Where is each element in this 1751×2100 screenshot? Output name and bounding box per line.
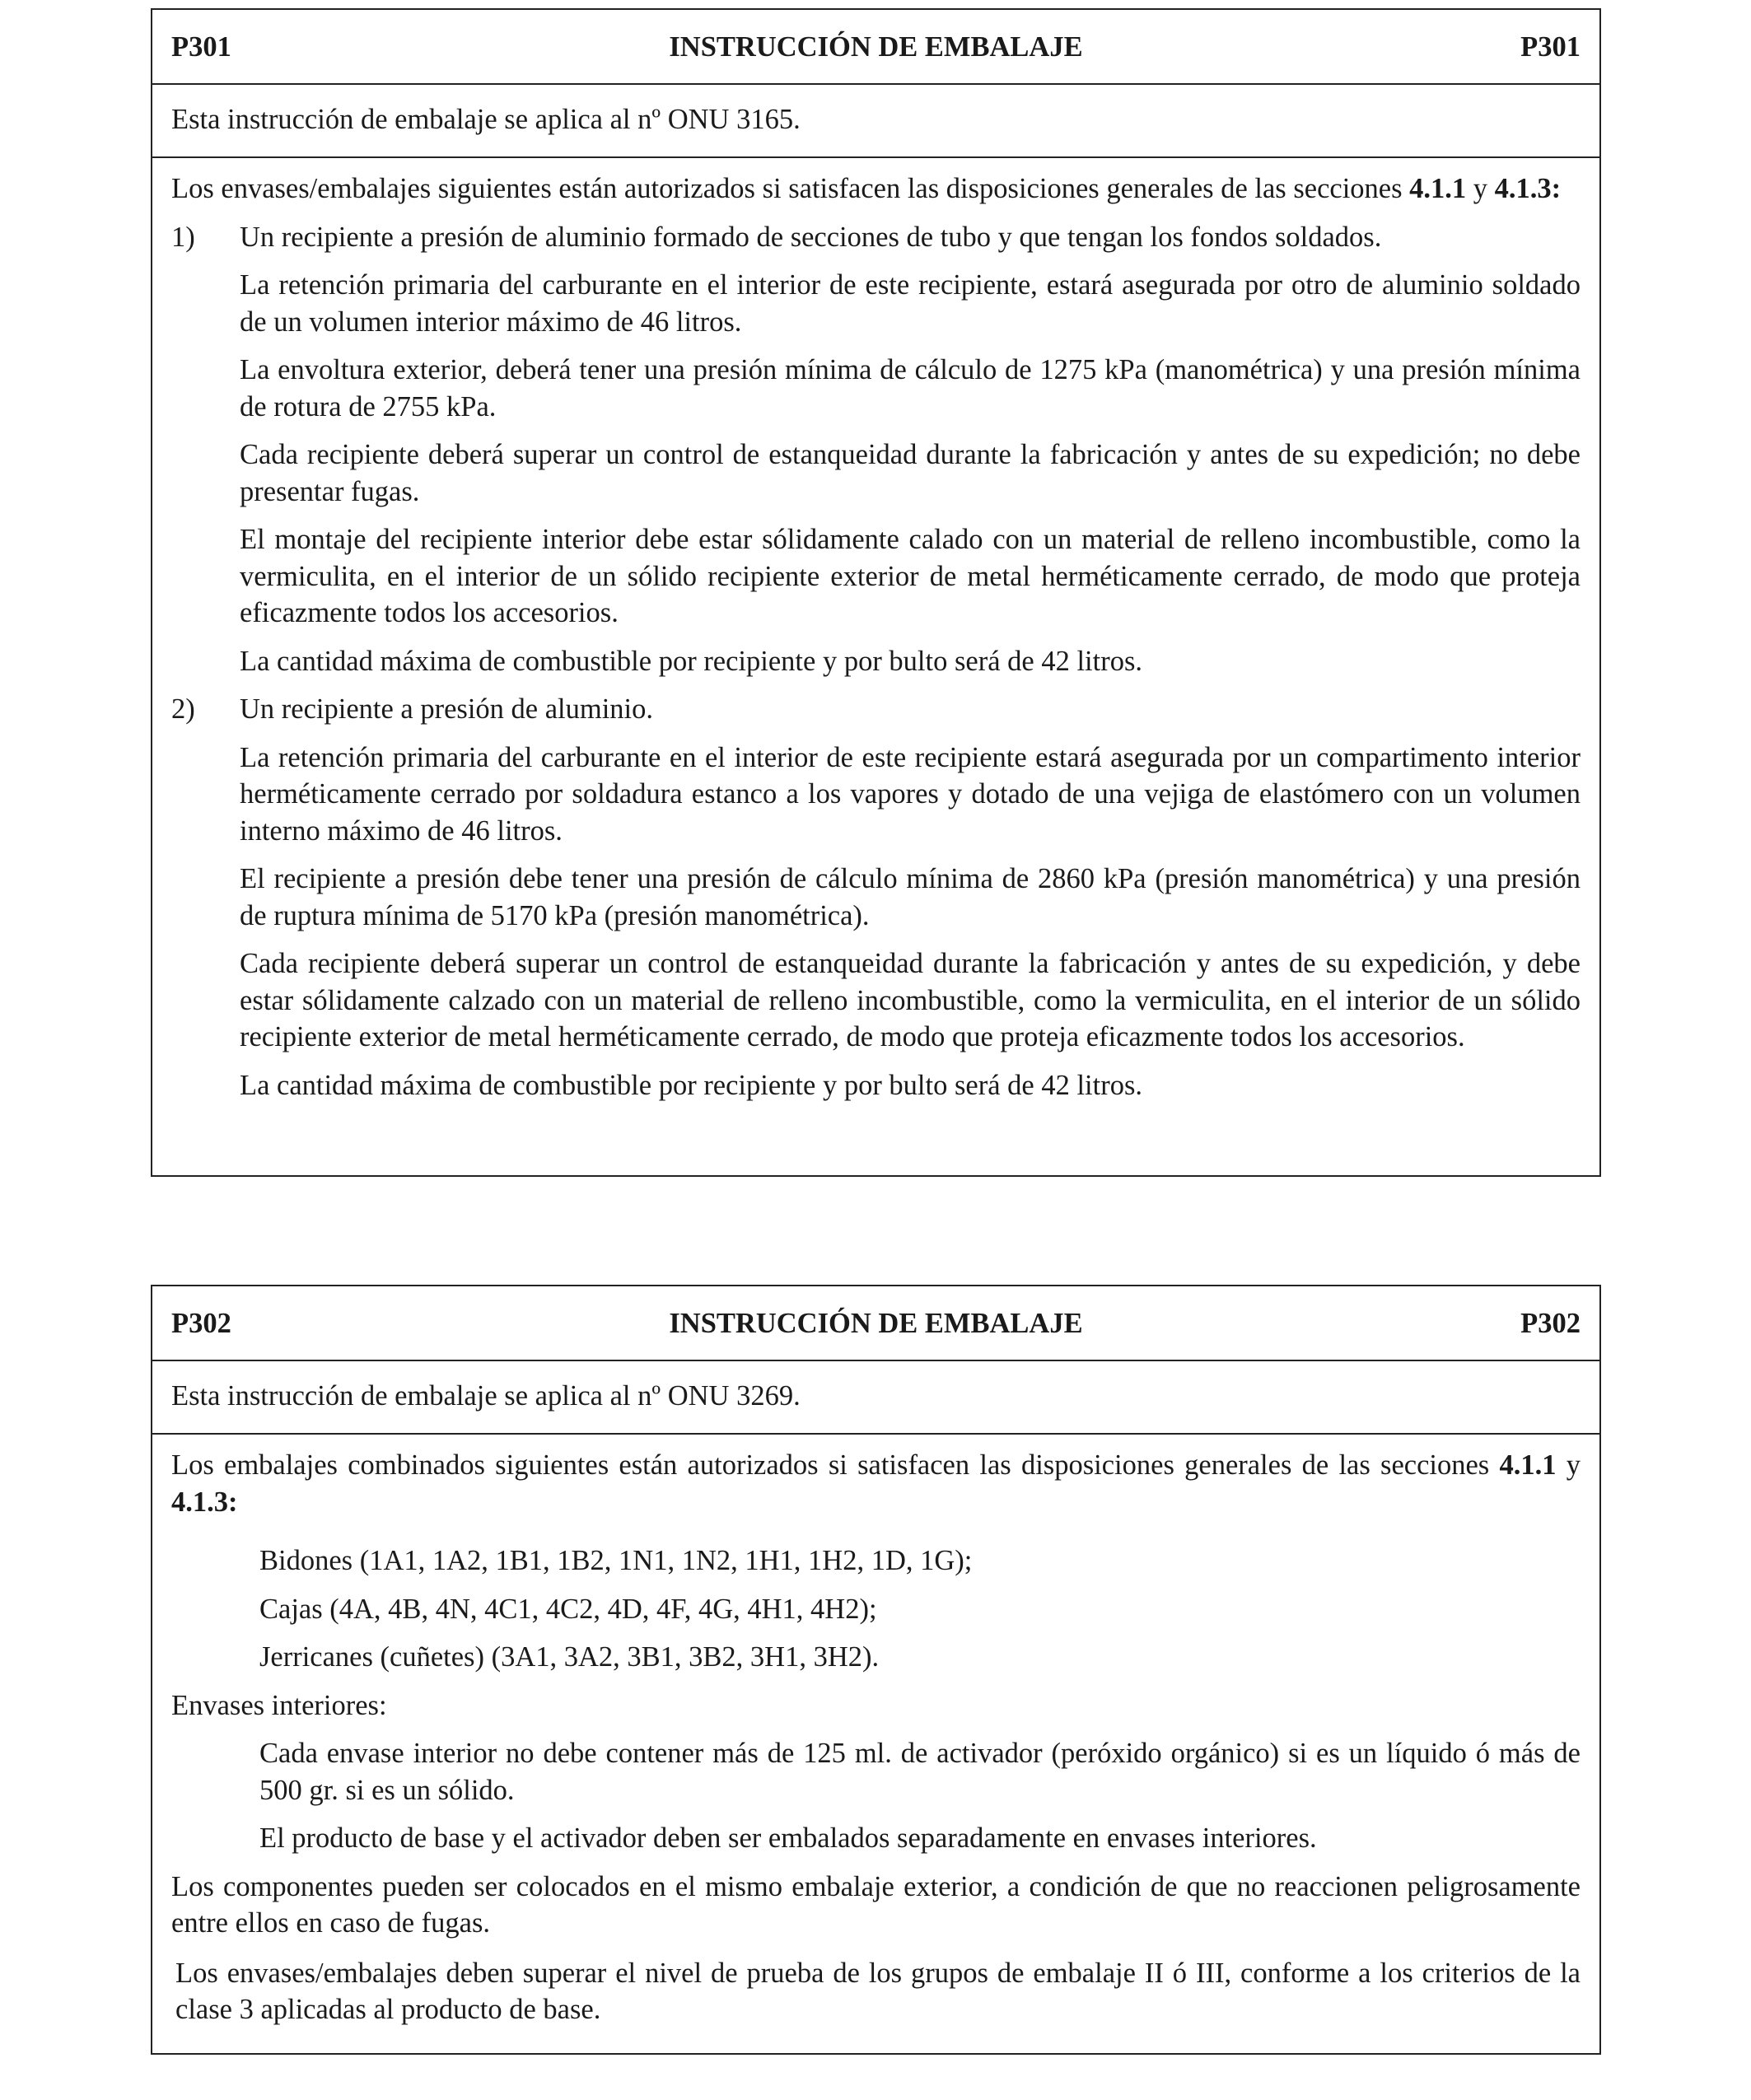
p301-scope-row: [152, 85, 1599, 158]
p301-item-1-para-5: La cantidad máxima de combustible por recipiente y por bulto será de 42 litros.: [240, 645, 1142, 677]
p301-item-2: [171, 691, 1581, 728]
p301-item-2-para-2: El recipiente a presión debe tener una presión de cálculo mínima de 2860 kPa (presión manométrica) y una presión de ruptura mínima de 5170 kPa (presión manométrica).: [240, 863, 1581, 931]
p301-item-1-para-1: La retención primaria del carburante en el interior de este recipiente, estará asegurada por otro de aluminio soldado de un volumen interior máximo de 46 litros.: [240, 269, 1581, 338]
p301-item-2-para-1: La retención primaria del carburante en el interior de este recipiente estará asegurada por un compartimento interior herméticamente cerrado por soldadura estanco a los vapores y dotado de una vejiga de elastómero con un volumen interno máximo de 46 litros.: [240, 741, 1581, 847]
p301-item-1-para-2: La envoltura exterior, deberá tener una presión mínima de cálculo de 1275 kPa (manométrica) y una presión mínima de rotura de 2755 kPa.: [240, 354, 1581, 422]
packing-instruction-p302: [151, 1285, 1601, 2055]
p301-item-1-text: Un recipiente a presión de aluminio formado de secciones de tubo y que tengan los fondos soldados.: [240, 221, 1382, 253]
p301-ref-413: 4.1.3:: [1494, 173, 1562, 204]
packing-instruction-p301: [151, 8, 1601, 1177]
p302-final-note: Los envases/embalajes deben superar el nivel de prueba de los grupos de embalaje II ó III, conforme a los criterios de la clase 3 aplicadas al producto de base.: [175, 1957, 1581, 2025]
p301-header: [152, 10, 1599, 85]
p301-item-1-number: 1): [171, 221, 195, 253]
p302-inner-label: Envases interiores:: [171, 1689, 387, 1721]
p301-item-2-text: Un recipiente a presión de aluminio.: [240, 693, 654, 725]
p302-inner-para-1: Cada envase interior no debe contener más de 125 ml. de activador (peróxido orgánico) si es un líquido ó más de 500 gr. si es un sólido.: [259, 1738, 1581, 1806]
p301-scope: Esta instrucción de embalaje se aplica al nº ONU 3165.: [171, 104, 801, 135]
p301-item-2-number: 2): [171, 693, 195, 725]
p302-scope: Esta instrucción de embalaje se aplica al nº ONU 3269.: [171, 1380, 801, 1412]
p301-intro-text: Los envases/embalajes siguientes están autorizados si satisfacen las disposiciones generales de las secciones: [171, 173, 1403, 204]
p302-intro: [171, 1435, 1581, 1520]
p302-code-left: P302: [171, 1308, 231, 1339]
p302-pack-jerricans: Jerricanes (cuñetes) (3A1, 3A2, 3B1, 3B2, 3H1, 3H2).: [259, 1641, 880, 1673]
p302-inner-para-2: El producto de base y el activador deben ser embalados separadamente en envases interiores.: [259, 1822, 1317, 1854]
p302-header: [152, 1286, 1599, 1361]
p301-item-1-para-3: Cada recipiente deberá superar un control de estanqueidad durante la fabricación y antes de su expedición; no debe presentar fugas.: [240, 439, 1581, 507]
p302-pack-boxes: Cajas (4A, 4B, 4N, 4C1, 4C2, 4D, 4F, 4G, 4H1, 4H2);: [259, 1593, 877, 1625]
p302-scope-row: [152, 1361, 1599, 1435]
p301-intro-and: y: [1473, 173, 1488, 204]
p302-pack-drums: Bidones (1A1, 1A2, 1B1, 1B2, 1N1, 1N2, 1H1, 1H2, 1D, 1G);: [259, 1545, 973, 1576]
p301-item-1: [171, 219, 1581, 256]
p302-title: INSTRUCCIÓN DE EMBALAJE: [669, 1308, 1083, 1339]
p301-code-right: P301: [1520, 31, 1581, 63]
p302-code-right: P302: [1520, 1308, 1581, 1339]
p301-item-1-para-4: El montaje del recipiente interior debe estar sólidamente calado con un material de relleno incombustible, como la vermiculita, en el interior de un sólido recipiente exterior de metal herméticamente cerrado, de modo que proteja eficazmente todos los accesorios.: [240, 524, 1581, 628]
p302-intro-and: y: [1566, 1449, 1581, 1481]
p301-body: [152, 158, 1599, 1104]
p301-ref-411: 4.1.1: [1409, 173, 1467, 204]
p302-body: [152, 1435, 1599, 2028]
p302-components: Los componentes pueden ser colocados en el mismo embalaje exterior, a condición de que no reaccionen peligrosamente entre ellos en caso de fugas.: [171, 1870, 1581, 1939]
p301-intro: [171, 158, 1581, 208]
p302-intro-text: Los embalajes combinados siguientes están autorizados si satisfacen las disposiciones generales de las secciones: [171, 1449, 1490, 1481]
p301-code-left: P301: [171, 31, 231, 63]
p302-ref-411: 4.1.1: [1499, 1449, 1557, 1481]
p301-title: INSTRUCCIÓN DE EMBALAJE: [669, 31, 1083, 63]
p302-ref-413: 4.1.3:: [171, 1486, 238, 1518]
p301-item-2-para-3: Cada recipiente deberá superar un control de estanqueidad durante la fabricación y antes de su expedición, y debe estar sólidamente calzado con un material de relleno incombustible, como la vermiculita, en el interior de un sólido recipiente exterior de metal herméticamente cerrado, de modo que proteja eficazmente todos los accesorios.: [240, 948, 1581, 1052]
p301-item-2-para-4: La cantidad máxima de combustible por recipiente y por bulto será de 42 litros.: [240, 1069, 1142, 1101]
